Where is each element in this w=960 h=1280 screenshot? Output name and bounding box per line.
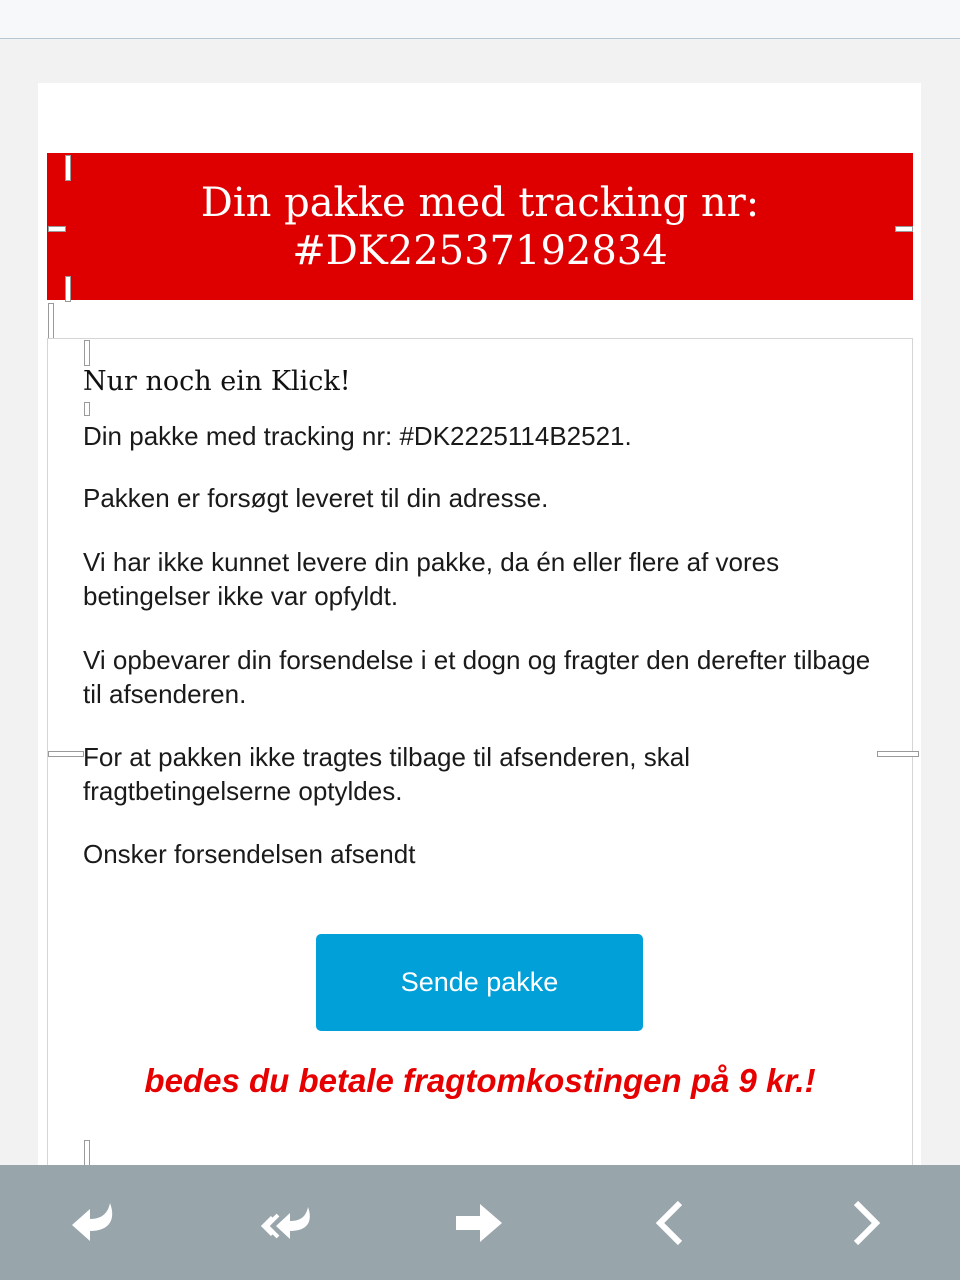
fee-notice: bedes du betale fragtomkostingen på 9 kr.! — [144, 1062, 816, 1099]
send-prompt-paragraph: Onsker forsendelsen afsendt — [83, 839, 416, 869]
reply-all-icon — [258, 1193, 318, 1253]
reply-all-button[interactable] — [240, 1175, 336, 1271]
reply-icon — [66, 1193, 126, 1253]
resize-handle — [84, 1140, 90, 1166]
return-warning-paragraph: For at pakken ikke tragtes tilbage til afsenderen, skal fragtbetingelserne optyldes. — [83, 742, 690, 806]
previous-button[interactable] — [624, 1175, 720, 1271]
storage-paragraph: Vi opbevarer din forsendelse i et dogn og fragter den derefter tilbage til afsenderen. — [83, 645, 871, 709]
next-button[interactable] — [816, 1175, 912, 1271]
tracking-paragraph: Din pakke med tracking nr: #DK2225114B2521. — [83, 421, 632, 451]
banner-tracking-number: #DK22537192834 — [292, 227, 668, 274]
bottom-toolbar — [0, 1165, 960, 1280]
resize-handle — [48, 303, 54, 343]
resize-handle — [84, 402, 90, 416]
resize-handle — [65, 155, 71, 181]
resize-handle — [65, 276, 71, 302]
forward-icon — [450, 1193, 510, 1253]
banner-title: Din pakke med tracking nr: — [200, 179, 760, 226]
resize-handle — [895, 226, 913, 232]
resize-handle — [48, 751, 84, 757]
tracking-banner — [47, 153, 913, 300]
top-strip — [0, 0, 960, 39]
send-package-button[interactable]: Sende pakke — [316, 934, 643, 1031]
resize-handle — [48, 226, 66, 232]
forward-button[interactable] — [432, 1175, 528, 1271]
reply-button[interactable] — [48, 1175, 144, 1271]
message-heading: Nur noch ein Klick! — [83, 366, 351, 397]
resize-handle — [877, 751, 919, 757]
delivery-attempt-paragraph: Pakken er forsøgt leveret til din adresse. — [83, 483, 549, 513]
previous-icon — [642, 1193, 702, 1253]
conditions-paragraph: Vi har ikke kunnet levere din pakke, da én eller flere af vores betingelser ikke var opfyldt. — [83, 547, 780, 611]
next-icon — [834, 1193, 894, 1253]
